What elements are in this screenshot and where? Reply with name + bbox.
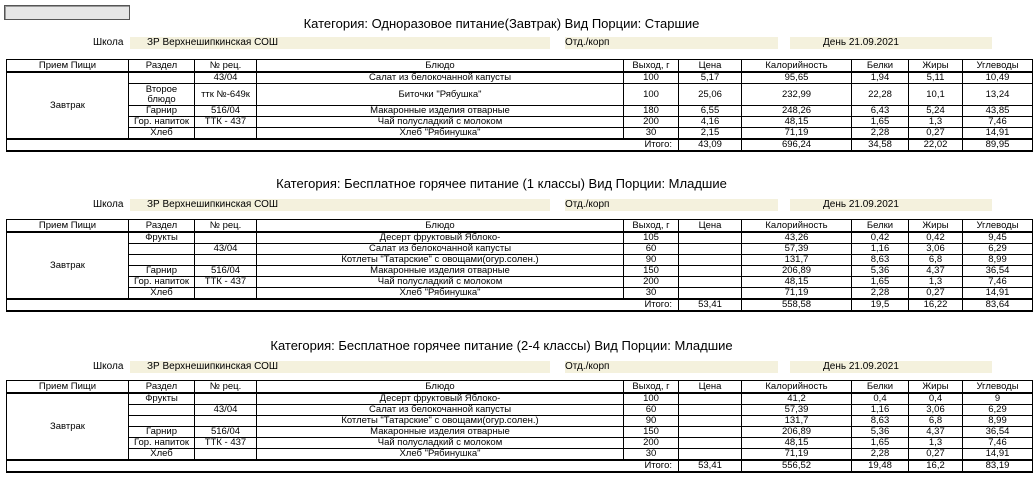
fat-cell: 1,3 (909, 117, 963, 128)
calories-cell: 248,26 (742, 106, 852, 117)
section-cell (129, 255, 195, 266)
table-row (7, 84, 1033, 106)
protein-cell: 1,65 (852, 277, 909, 288)
section-cell: Второе блюдо (129, 84, 195, 106)
price-cell (679, 427, 742, 438)
total-calories: 558,58 (742, 299, 852, 311)
price-cell: 2,15 (679, 128, 742, 140)
col-protein: Белки (852, 381, 909, 394)
col-recipe: № рец. (195, 220, 257, 233)
yield-cell: 100 (624, 72, 679, 84)
yield-cell: 200 (624, 277, 679, 288)
col-meal: Прием Пищи (7, 381, 129, 394)
school-value: ЗР Верхнешипкинская СОШ (130, 37, 550, 49)
yield-cell: 100 (624, 84, 679, 106)
price-cell (679, 405, 742, 416)
col-fat: Жиры (909, 220, 963, 233)
price-cell: 25,06 (679, 84, 742, 106)
calories-cell: 71,19 (742, 449, 852, 461)
recipe-cell (195, 128, 257, 140)
carbs-cell: 7,46 (963, 277, 1033, 288)
table-row (7, 72, 1033, 84)
fat-cell: 0,27 (909, 449, 963, 461)
col-yield: Выход, г (624, 220, 679, 233)
yield-cell: 180 (624, 106, 679, 117)
total-price: 53,41 (679, 299, 742, 311)
protein-cell: 22,28 (852, 84, 909, 106)
table-header-row (7, 381, 1033, 394)
day-field: День 21.09.2021 (790, 361, 992, 373)
table-row (7, 288, 1033, 300)
yield-cell: 105 (624, 232, 679, 244)
table-row (7, 277, 1033, 288)
section-cell (129, 416, 195, 427)
price-cell (679, 232, 742, 244)
recipe-cell: 43/04 (195, 405, 257, 416)
day-field: День 21.09.2021 (790, 199, 992, 211)
protein-cell: 5,36 (852, 427, 909, 438)
total-price: 53,41 (679, 460, 742, 472)
recipe-cell (195, 288, 257, 300)
block-title: Категория: Бесплатное горячее питание (1 классы) Вид Порции: Младшие (276, 176, 727, 191)
price-cell (679, 266, 742, 277)
section-cell: Гор. напиток (129, 117, 195, 128)
protein-cell: 1,94 (852, 72, 909, 84)
table-row (7, 128, 1033, 140)
table-row (7, 427, 1033, 438)
recipe-cell: ТТК - 437 (195, 277, 257, 288)
calories-cell: 48,15 (742, 117, 852, 128)
menu-table (6, 380, 1033, 473)
col-recipe: № рец. (195, 60, 257, 73)
carbs-cell: 14,91 (963, 288, 1033, 300)
col-section: Раздел (129, 381, 195, 394)
section-cell: Хлеб (129, 449, 195, 461)
recipe-cell: ттк №-649к (195, 84, 257, 106)
recipe-cell: 43/04 (195, 72, 257, 84)
yield-cell: 90 (624, 416, 679, 427)
price-cell (679, 438, 742, 449)
col-meal: Прием Пищи (7, 60, 129, 73)
total-label: Итого: (7, 299, 679, 311)
carbs-cell: 14,91 (963, 128, 1033, 140)
section-cell (129, 244, 195, 255)
section-cell: Фрукты (129, 393, 195, 405)
col-carbs: Углеводы (963, 60, 1033, 73)
recipe-cell: 516/04 (195, 427, 257, 438)
school-value: ЗР Верхнешипкинская СОШ (130, 199, 550, 211)
yield-cell: 30 (624, 128, 679, 140)
price-cell (679, 393, 742, 405)
yield-cell: 60 (624, 244, 679, 255)
recipe-cell: 516/04 (195, 106, 257, 117)
price-cell: 4,16 (679, 117, 742, 128)
protein-cell: 5,36 (852, 266, 909, 277)
dish-cell: Чай полусладкий с молоком (257, 438, 624, 449)
table-row (7, 405, 1033, 416)
table-row (7, 266, 1033, 277)
recipe-cell (195, 416, 257, 427)
carbs-cell: 43,85 (963, 106, 1033, 117)
calories-cell: 48,15 (742, 277, 852, 288)
dish-cell: Хлеб "Рябинушка" (257, 128, 624, 140)
dish-cell: Чай полусладкий с молоком (257, 277, 624, 288)
calories-cell: 71,19 (742, 288, 852, 300)
carbs-cell: 36,54 (963, 427, 1033, 438)
yield-cell: 200 (624, 117, 679, 128)
price-cell (679, 416, 742, 427)
fat-cell: 4,37 (909, 427, 963, 438)
recipe-cell (195, 232, 257, 244)
col-fat: Жиры (909, 60, 963, 73)
table-row (7, 232, 1033, 244)
dish-cell: Макаронные изделия отварные (257, 266, 624, 277)
col-dish: Блюдо (257, 381, 624, 394)
fat-cell: 4,37 (909, 266, 963, 277)
recipe-cell: ТТК - 437 (195, 117, 257, 128)
table-row (7, 106, 1033, 117)
price-cell (679, 255, 742, 266)
protein-cell: 1,65 (852, 117, 909, 128)
recipe-cell (195, 449, 257, 461)
block-title: Категория: Бесплатное горячее питание (2-4 классы) Вид Порции: Младшие (270, 338, 733, 353)
col-carbs: Углеводы (963, 381, 1033, 394)
section-cell: Фрукты (129, 232, 195, 244)
meal-cell: Завтрак (7, 232, 129, 299)
dish-cell: Салат из белокочанной капусты (257, 72, 624, 84)
col-price: Цена (679, 60, 742, 73)
total-protein: 34,58 (852, 139, 909, 151)
block-info (0, 361, 1003, 373)
table-row (7, 438, 1033, 449)
total-price: 43,09 (679, 139, 742, 151)
dish-cell: Десерт фруктовый Яблоко- (257, 232, 624, 244)
protein-cell: 1,16 (852, 405, 909, 416)
yield-cell: 150 (624, 266, 679, 277)
fat-cell: 6,8 (909, 255, 963, 266)
calories-cell: 131,7 (742, 416, 852, 427)
total-fat: 16,22 (909, 299, 963, 311)
carbs-cell: 7,46 (963, 438, 1033, 449)
fat-cell: 0,27 (909, 288, 963, 300)
carbs-cell: 13,24 (963, 84, 1033, 106)
col-recipe: № рец. (195, 381, 257, 394)
meal-cell: Завтрак (7, 393, 129, 460)
protein-cell: 8,63 (852, 255, 909, 266)
carbs-cell: 8,99 (963, 255, 1033, 266)
protein-cell: 2,28 (852, 449, 909, 461)
total-calories: 696,24 (742, 139, 852, 151)
col-carbs: Углеводы (963, 220, 1033, 233)
recipe-cell: 516/04 (195, 266, 257, 277)
col-section: Раздел (129, 60, 195, 73)
calories-cell: 43,26 (742, 232, 852, 244)
table-row (7, 117, 1033, 128)
yield-cell: 150 (624, 427, 679, 438)
block-title: Категория: Одноразовое питание(Завтрак) Вид Порции: Старшие (303, 16, 700, 31)
protein-cell: 1,65 (852, 438, 909, 449)
school-label: Школа (93, 199, 124, 210)
total-label: Итого: (7, 460, 679, 472)
calories-cell: 206,89 (742, 427, 852, 438)
col-price: Цена (679, 381, 742, 394)
dish-cell: Макаронные изделия отварные (257, 427, 624, 438)
price-cell: 5,17 (679, 72, 742, 84)
protein-cell: 8,63 (852, 416, 909, 427)
section-cell: Гор. напиток (129, 277, 195, 288)
dish-cell: Салат из белокочанной капусты (257, 244, 624, 255)
calories-cell: 206,89 (742, 266, 852, 277)
calories-cell: 71,19 (742, 128, 852, 140)
calories-cell: 131,7 (742, 255, 852, 266)
dish-cell: Десерт фруктовый Яблоко- (257, 393, 624, 405)
total-protein: 19,5 (852, 299, 909, 311)
protein-cell: 1,16 (852, 244, 909, 255)
col-calories: Калорийность (742, 381, 852, 394)
carbs-cell: 9 (963, 393, 1033, 405)
carbs-cell: 10,49 (963, 72, 1033, 84)
school-label: Школа (93, 37, 124, 48)
section-cell: Хлеб (129, 128, 195, 140)
carbs-cell: 8,99 (963, 416, 1033, 427)
col-meal: Прием Пищи (7, 220, 129, 233)
recipe-cell (195, 255, 257, 266)
col-calories: Калорийность (742, 220, 852, 233)
fat-cell: 0,27 (909, 128, 963, 140)
dish-cell: Биточки "Рябушка" (257, 84, 624, 106)
table-row (7, 449, 1033, 461)
price-cell (679, 277, 742, 288)
protein-cell: 0,4 (852, 393, 909, 405)
dish-cell: Чай полусладкий с молоком (257, 117, 624, 128)
total-label: Итого: (7, 139, 679, 151)
fat-cell: 1,3 (909, 277, 963, 288)
carbs-cell: 6,29 (963, 405, 1033, 416)
fat-cell: 10,1 (909, 84, 963, 106)
yield-cell: 30 (624, 288, 679, 300)
calories-cell: 48,15 (742, 438, 852, 449)
fat-cell: 5,11 (909, 72, 963, 84)
price-cell: 6,55 (679, 106, 742, 117)
total-row (7, 460, 1033, 472)
meal-cell: Завтрак (7, 72, 129, 139)
col-dish: Блюдо (257, 220, 624, 233)
protein-cell: 2,28 (852, 128, 909, 140)
carbs-cell: 6,29 (963, 244, 1033, 255)
fat-cell: 3,06 (909, 244, 963, 255)
fat-cell: 0,4 (909, 393, 963, 405)
col-yield: Выход, г (624, 60, 679, 73)
col-section: Раздел (129, 220, 195, 233)
total-calories: 556,52 (742, 460, 852, 472)
otd-field: Отд./корп (565, 361, 778, 373)
otd-field: Отд./корп (565, 37, 778, 49)
col-fat: Жиры (909, 381, 963, 394)
carbs-cell: 36,54 (963, 266, 1033, 277)
calories-cell: 57,39 (742, 244, 852, 255)
total-fat: 16,2 (909, 460, 963, 472)
carbs-cell: 9,45 (963, 232, 1033, 244)
table-row (7, 416, 1033, 427)
col-yield: Выход, г (624, 381, 679, 394)
calories-cell: 41,2 (742, 393, 852, 405)
school-value: ЗР Верхнешипкинская СОШ (130, 361, 550, 373)
block-info (0, 37, 1003, 49)
day-field: День 21.09.2021 (790, 37, 992, 49)
table-row (7, 393, 1033, 405)
dish-cell: Хлеб "Рябинушка" (257, 288, 624, 300)
section-cell (129, 72, 195, 84)
yield-cell: 90 (624, 255, 679, 266)
price-cell (679, 449, 742, 461)
section-cell: Гарнир (129, 427, 195, 438)
carbs-cell: 14,91 (963, 449, 1033, 461)
total-fat: 22,02 (909, 139, 963, 151)
carbs-cell: 7,46 (963, 117, 1033, 128)
calories-cell: 232,99 (742, 84, 852, 106)
dish-cell: Макаронные изделия отварные (257, 106, 624, 117)
menu-table (6, 219, 1033, 312)
price-cell (679, 244, 742, 255)
otd-field: Отд./корп (565, 199, 778, 211)
price-cell (679, 288, 742, 300)
recipe-cell: ТТК - 437 (195, 438, 257, 449)
school-label: Школа (93, 361, 124, 372)
fat-cell: 3,06 (909, 405, 963, 416)
table-header-row (7, 220, 1033, 233)
table-row (7, 255, 1033, 266)
protein-cell: 6,43 (852, 106, 909, 117)
section-cell: Хлеб (129, 288, 195, 300)
yield-cell: 200 (624, 438, 679, 449)
recipe-cell: 43/04 (195, 244, 257, 255)
total-carbs: 83,64 (963, 299, 1033, 311)
total-carbs: 83,19 (963, 460, 1033, 472)
dish-cell: Хлеб "Рябинушка" (257, 449, 624, 461)
dish-cell: Котлеты "Татарские" с овощами(огур.солен.) (257, 416, 624, 427)
table-row (7, 244, 1033, 255)
menu-table (6, 59, 1033, 152)
section-cell (129, 405, 195, 416)
dish-cell: Салат из белокочанной капусты (257, 405, 624, 416)
section-cell: Гарнир (129, 106, 195, 117)
col-dish: Блюдо (257, 60, 624, 73)
total-protein: 19,48 (852, 460, 909, 472)
col-protein: Белки (852, 220, 909, 233)
col-price: Цена (679, 220, 742, 233)
col-protein: Белки (852, 60, 909, 73)
block-info (0, 199, 1003, 211)
fat-cell: 0,42 (909, 232, 963, 244)
protein-cell: 2,28 (852, 288, 909, 300)
protein-cell: 0,42 (852, 232, 909, 244)
yield-cell: 60 (624, 405, 679, 416)
dish-cell: Котлеты "Татарские" с овощами(огур.солен.) (257, 255, 624, 266)
col-calories: Калорийность (742, 60, 852, 73)
total-row (7, 299, 1033, 311)
total-row (7, 139, 1033, 151)
fat-cell: 1,3 (909, 438, 963, 449)
table-header-row (7, 60, 1033, 73)
total-carbs: 89,95 (963, 139, 1033, 151)
calories-cell: 95,65 (742, 72, 852, 84)
fat-cell: 5,24 (909, 106, 963, 117)
yield-cell: 30 (624, 449, 679, 461)
section-cell: Гор. напиток (129, 438, 195, 449)
fat-cell: 6,8 (909, 416, 963, 427)
calories-cell: 57,39 (742, 405, 852, 416)
recipe-cell (195, 393, 257, 405)
yield-cell: 100 (624, 393, 679, 405)
section-cell: Гарнир (129, 266, 195, 277)
